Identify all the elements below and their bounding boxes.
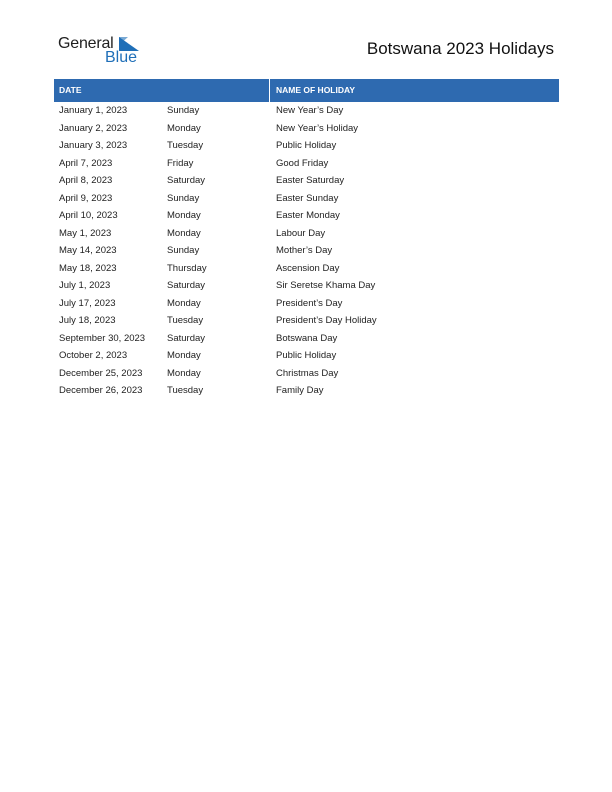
table-row <box>54 242 559 260</box>
holiday-name: Easter Monday <box>276 210 340 221</box>
generalblue-logo <box>58 34 148 68</box>
holiday-date: May 14, 2023 <box>59 245 117 256</box>
holiday-date: September 30, 2023 <box>59 332 146 344</box>
holiday-date: July 17, 2023 <box>59 297 116 309</box>
holiday-name: Family Day <box>276 385 324 396</box>
holiday-name: Labour Day <box>276 227 326 239</box>
holiday-name: Easter Saturday <box>276 175 345 186</box>
holiday-name: New Year’s Day <box>276 105 344 116</box>
holiday-weekday: Monday <box>167 350 201 361</box>
table-row <box>54 277 559 295</box>
holiday-date: January 2, 2023 <box>59 122 128 134</box>
holiday-date: December 25, 2023 <box>59 367 143 379</box>
holiday-date: April 10, 2023 <box>59 210 118 221</box>
holiday-weekday: Tuesday <box>167 140 204 151</box>
holiday-weekday: Sunday <box>167 245 200 256</box>
holiday-weekday: Saturday <box>167 332 206 344</box>
holiday-date: April 7, 2023 <box>59 157 113 169</box>
holiday-date: October 2, 2023 <box>59 350 128 361</box>
table-row <box>54 102 559 120</box>
holiday-name: Mother’s Day <box>276 245 333 256</box>
holiday-name: Ascension Day <box>276 262 340 274</box>
table-row <box>54 207 559 225</box>
table-row <box>54 347 559 365</box>
holiday-name: Public Holiday <box>276 140 337 151</box>
holiday-date: April 8, 2023 <box>59 175 113 186</box>
holiday-name: Christmas Day <box>276 367 339 379</box>
holiday-name: New Year’s Holiday <box>276 122 359 134</box>
holiday-weekday: Sunday <box>167 105 200 116</box>
holiday-weekday: Sunday <box>167 192 200 204</box>
holiday-weekday: Friday <box>167 157 194 169</box>
table-row <box>54 137 559 155</box>
holiday-date: July 1, 2023 <box>59 280 111 291</box>
table-row <box>54 260 559 278</box>
holiday-name: Good Friday <box>276 157 329 169</box>
holiday-date: April 9, 2023 <box>59 192 113 204</box>
holiday-date: January 3, 2023 <box>59 140 128 151</box>
holiday-weekday: Tuesday <box>167 385 204 396</box>
table-row <box>54 120 559 138</box>
holiday-weekday: Saturday <box>167 280 206 291</box>
holiday-name: President’s Day Holiday <box>276 315 377 326</box>
table-row <box>54 382 559 400</box>
table-row <box>54 312 559 330</box>
table-body <box>54 102 559 400</box>
logo-text-blue: Blue <box>105 49 138 66</box>
holiday-name: Easter Sunday <box>276 192 339 204</box>
holiday-weekday: Monday <box>167 210 201 221</box>
table-row <box>54 155 559 173</box>
holiday-name: Public Holiday <box>276 350 337 361</box>
logo-text-general: General <box>58 35 114 52</box>
table-row <box>54 172 559 190</box>
holiday-weekday: Monday <box>167 227 201 239</box>
table-row <box>54 330 559 348</box>
holiday-name: Sir Seretse Khama Day <box>276 280 376 291</box>
table-row <box>54 295 559 313</box>
holiday-weekday: Monday <box>167 367 201 379</box>
column-header-date: DATE <box>54 79 270 102</box>
column-header-holiday-name: NAME OF HOLIDAY <box>276 85 356 95</box>
holiday-weekday: Saturday <box>167 175 206 186</box>
holiday-date: May 18, 2023 <box>59 262 117 274</box>
holiday-weekday: Tuesday <box>167 315 204 326</box>
holiday-date: January 1, 2023 <box>59 105 128 116</box>
table-header <box>54 79 559 102</box>
table-row <box>54 225 559 243</box>
holiday-name: Botswana Day <box>276 332 338 344</box>
holiday-date: December 26, 2023 <box>59 385 143 396</box>
holiday-table <box>54 79 559 400</box>
page-title: Botswana 2023 Holidays <box>366 39 554 58</box>
holiday-weekday: Monday <box>167 297 201 309</box>
holiday-name: President’s Day <box>276 297 343 309</box>
holiday-weekday: Monday <box>167 122 201 134</box>
table-row <box>54 190 559 208</box>
holiday-date: July 18, 2023 <box>59 315 116 326</box>
holiday-date: May 1, 2023 <box>59 227 112 239</box>
holiday-weekday: Thursday <box>167 262 207 274</box>
table-row <box>54 365 559 383</box>
